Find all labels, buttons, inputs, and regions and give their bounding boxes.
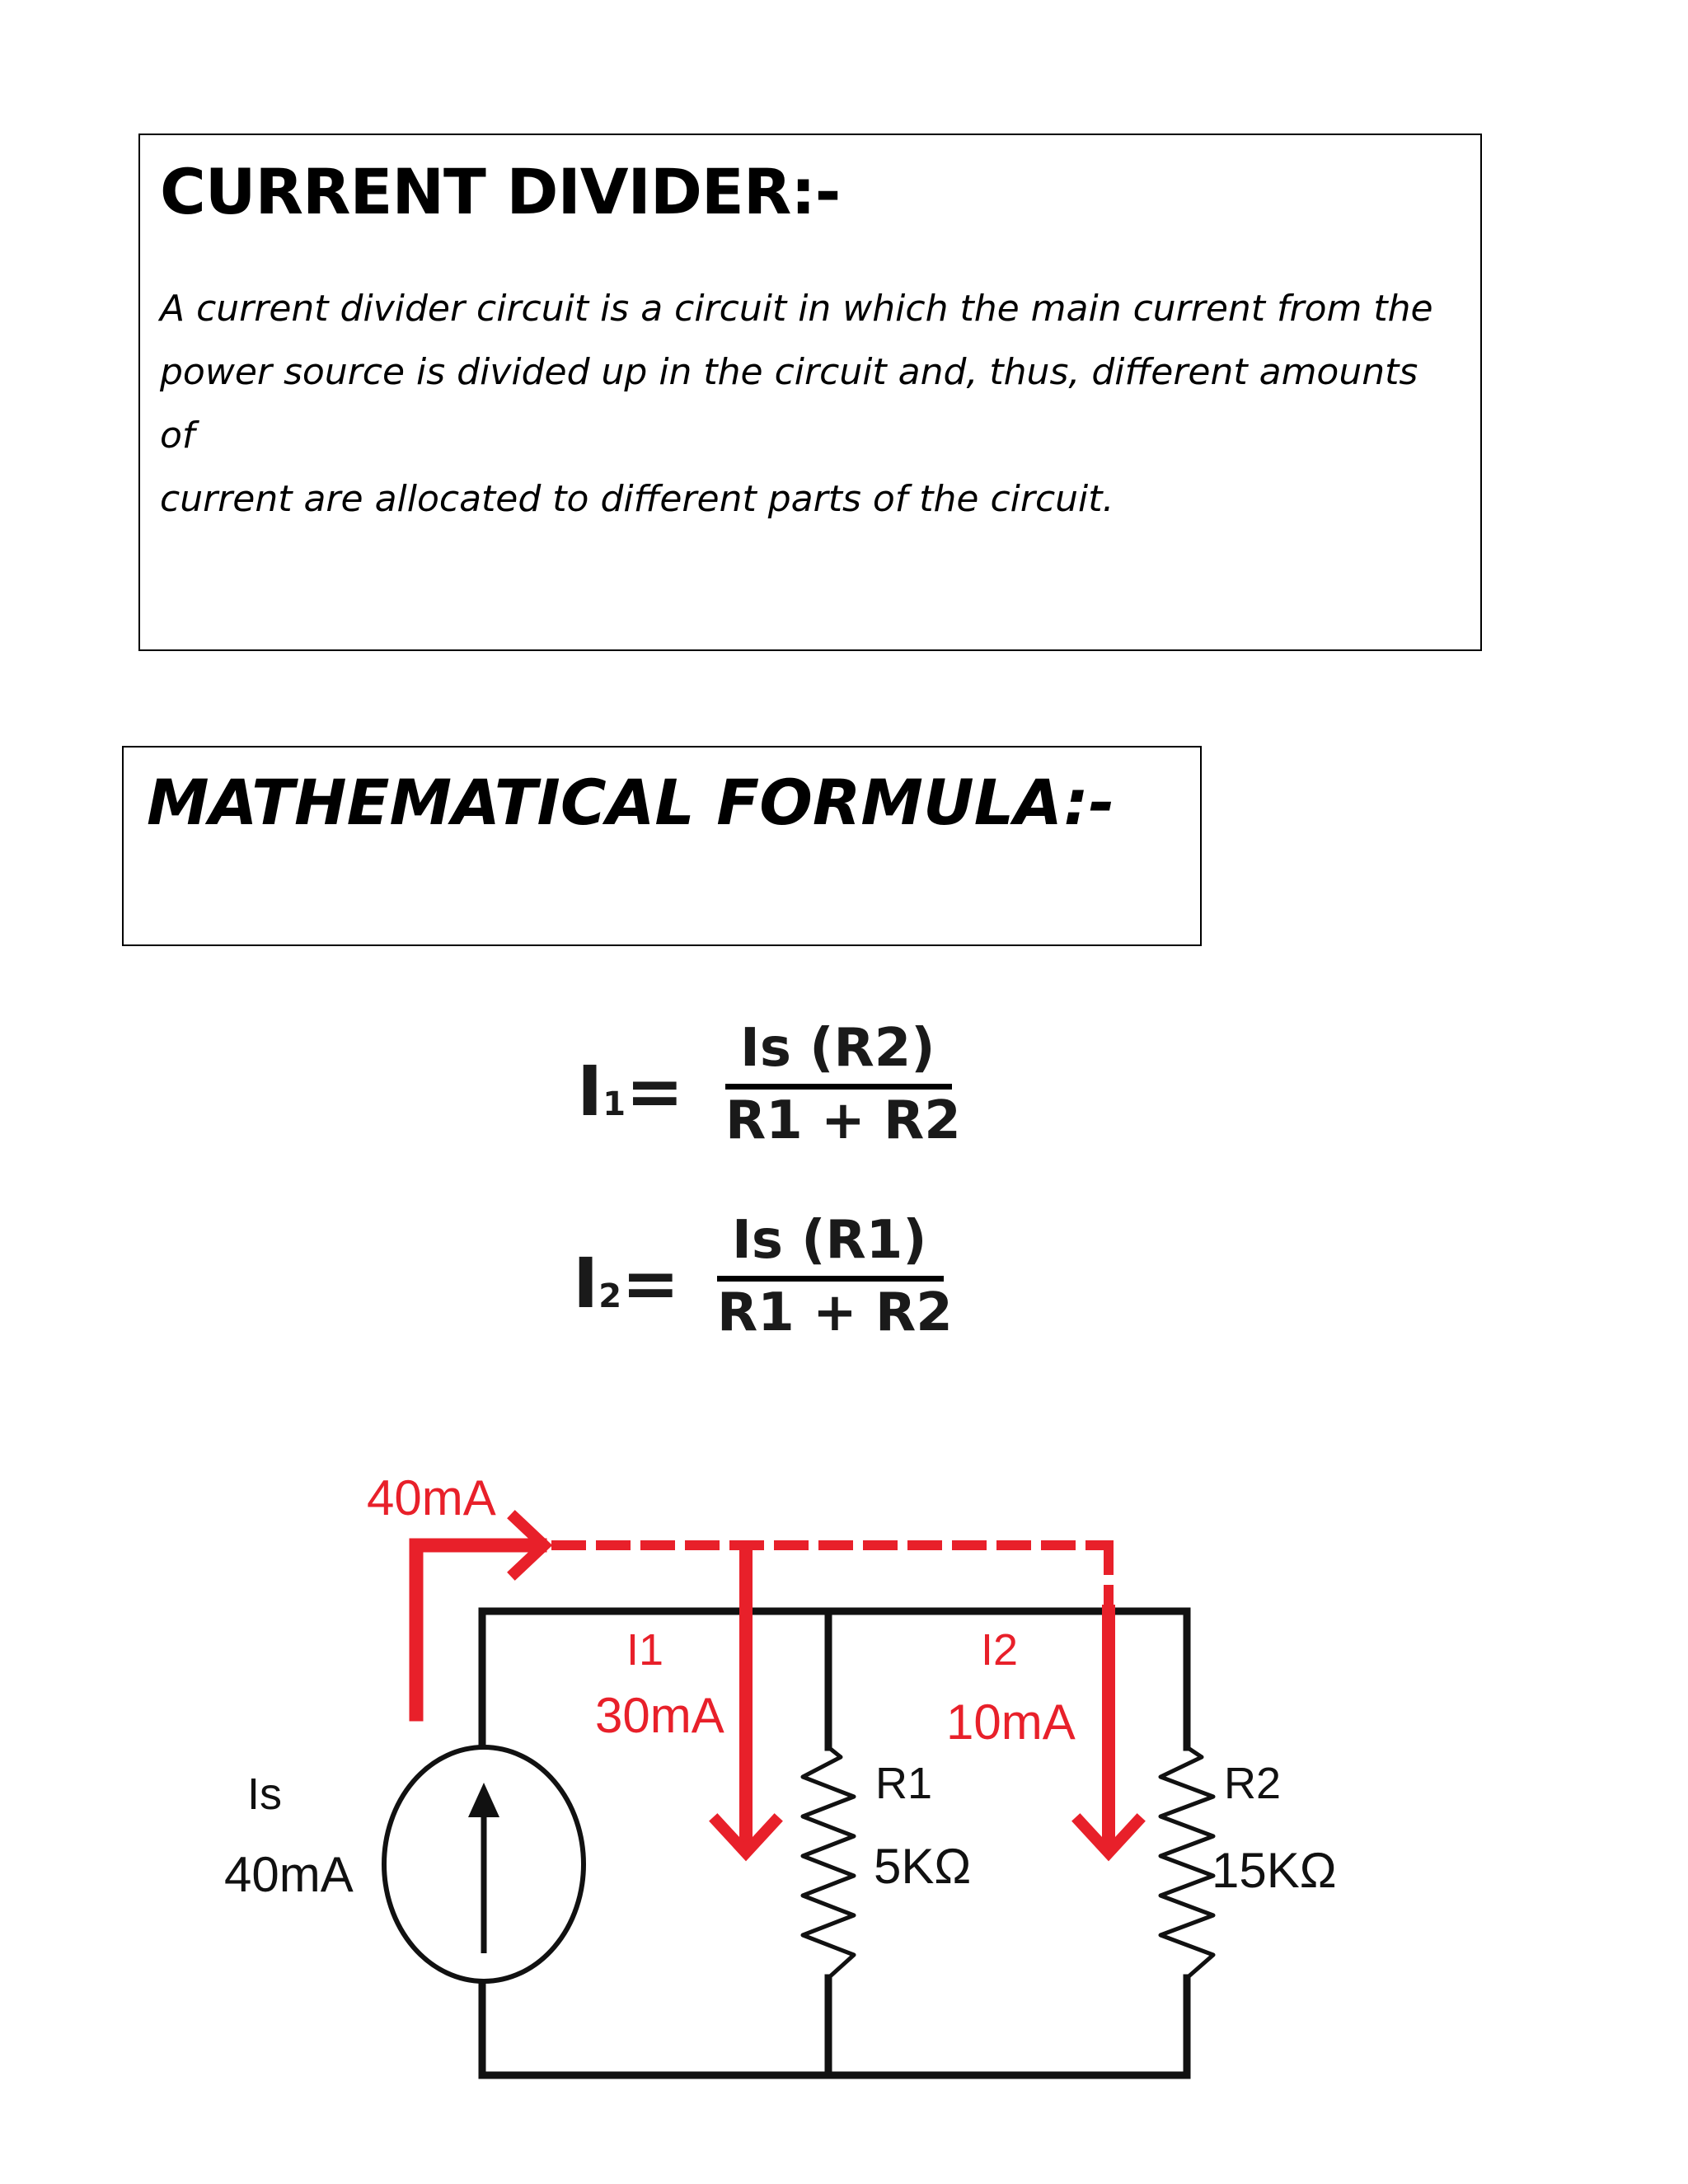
formula-i2 bbox=[573, 1210, 985, 1342]
intro-line-2: power source is divided up in the circuit and, thus, different amounts of bbox=[160, 351, 1418, 457]
i2-label: I2 bbox=[981, 1625, 1019, 1675]
current-source bbox=[384, 1747, 584, 1981]
current-divider-circuit bbox=[0, 1434, 1688, 2176]
formula-heading-box bbox=[122, 746, 1202, 946]
i1-current-label: 30mA bbox=[595, 1688, 724, 1743]
r2-label: R2 bbox=[1224, 1759, 1282, 1808]
formula-i1 bbox=[577, 1018, 989, 1150]
intro-line-3: current are allocated to different parts of the circuit. bbox=[160, 478, 1114, 520]
source-label: Is bbox=[247, 1769, 283, 1819]
formula-i1-denominator: R1 + R2 bbox=[725, 1090, 961, 1151]
formula-heading: MATHEMATICAL FORMULA:- bbox=[147, 766, 1115, 839]
formula-i2-numerator: Is (R1) bbox=[732, 1210, 927, 1271]
r1-value-label: 5KΩ bbox=[874, 1839, 972, 1894]
formula-i1-bar bbox=[725, 1084, 952, 1090]
r1-resistor bbox=[803, 1747, 854, 1978]
i2-current-label: 10mA bbox=[946, 1694, 1076, 1750]
formula-i1-numerator: Is (R2) bbox=[740, 1018, 935, 1079]
intro-line-1: A current divider circuit is a circuit in which the main current from the bbox=[160, 288, 1433, 330]
formula-i2-lhs: I2= bbox=[573, 1243, 680, 1324]
formula-i2-denominator: R1 + R2 bbox=[717, 1282, 953, 1343]
r2-resistor bbox=[1160, 1747, 1213, 1978]
i1-label: I1 bbox=[626, 1625, 664, 1675]
r2-value-label: 15KΩ bbox=[1212, 1843, 1337, 1898]
intro-paragraph bbox=[160, 277, 1462, 531]
top-current-label: 40mA bbox=[367, 1470, 496, 1526]
intro-box bbox=[138, 134, 1482, 651]
formula-i2-bar bbox=[717, 1276, 944, 1282]
r1-label: R1 bbox=[875, 1759, 933, 1808]
page-title: CURRENT DIVIDER:- bbox=[160, 155, 841, 228]
formula-i1-lhs: I1= bbox=[577, 1051, 684, 1132]
source-current-label: 40mA bbox=[224, 1847, 354, 1902]
